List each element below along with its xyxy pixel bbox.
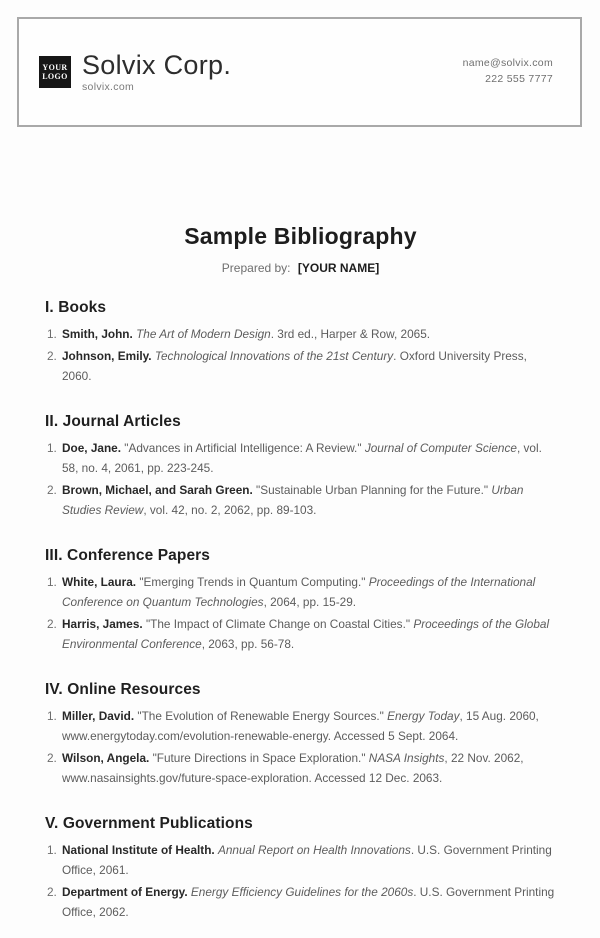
- citation-entry: [45, 324, 556, 344]
- company-website: solvix.com: [82, 81, 135, 94]
- company-block: [82, 51, 231, 93]
- citation-list: [45, 324, 556, 386]
- entry-text: Johnson, Emily. Technological Innovations of the 21st Century. Oxford University Press, 2060.: [62, 349, 527, 383]
- citation-entry: [45, 614, 556, 654]
- citation-entry: [45, 706, 556, 746]
- logo-text-line1: YOUR: [42, 62, 68, 72]
- entry-number: 2.: [47, 483, 57, 497]
- entry-text: Doe, Jane. "Advances in Artificial Intelligence: A Review." Journal of Computer Science, vol. 58, no. 4, 2061, pp. 223-245.: [62, 441, 542, 475]
- bibliography-section: [45, 547, 556, 654]
- letterhead: [17, 17, 582, 127]
- entry-text: Brown, Michael, and Sarah Green. "Sustainable Urban Planning for the Future." Urban Studies Review, vol. 42, no. 2, 2062, pp. 89-103.: [62, 483, 524, 517]
- section-heading: I. Books: [45, 299, 107, 316]
- entry-number: 1.: [47, 441, 57, 455]
- citation-entry: [45, 882, 556, 922]
- bibliography-section: [45, 299, 556, 386]
- bibliography-section: [45, 413, 556, 520]
- prepared-by-label: Prepared by:: [221, 261, 291, 275]
- contact-block: [463, 56, 553, 88]
- citation-entry: [45, 840, 556, 880]
- contact-email: name@solvix.com: [462, 57, 553, 70]
- section-heading: II. Journal Articles: [45, 413, 181, 430]
- entry-number: 2.: [47, 751, 57, 765]
- section-heading: IV. Online Resources: [45, 681, 201, 698]
- entry-text: Department of Energy. Energy Efficiency Guidelines for the 2060s. U.S. Government Printing Office, 2062.: [62, 885, 555, 919]
- entry-text: White, Laura. "Emerging Trends in Quantum Computing." Proceedings of the International Conference on Quantum Technologies, 2064, pp. 15-29.: [62, 575, 536, 609]
- citation-entry: [45, 480, 556, 520]
- section-heading: V. Government Publications: [45, 815, 253, 832]
- entry-text: Miller, David. "The Evolution of Renewable Energy Sources." Energy Today, 15 Aug. 2060, www.energytoday.com/evolution-renewable-energy. Accessed 5 Sept. 2064.: [62, 709, 539, 743]
- entry-text: Smith, John. The Art of Modern Design. 3rd ed., Harper & Row, 2065.: [62, 327, 431, 341]
- entry-number: 1.: [47, 575, 57, 589]
- logo-text-line2: LOGO: [42, 72, 68, 81]
- entry-number: 1.: [47, 843, 57, 857]
- citation-entry: [45, 346, 556, 386]
- bibliography-section: [45, 681, 556, 788]
- bibliography-sections: [45, 299, 556, 922]
- citation-entry: [45, 572, 556, 612]
- company-logo: [39, 56, 71, 88]
- entry-number: 1.: [47, 709, 57, 723]
- section-heading: III. Conference Papers: [45, 547, 211, 564]
- entry-text: Wilson, Angela. "Future Directions in Space Exploration." NASA Insights, 22 Nov. 2062, www.nasainsights.gov/future-space-exploration. Accessed 12 Dec. 2063.: [62, 751, 524, 785]
- citation-list: [45, 706, 556, 788]
- entry-number: 1.: [47, 327, 57, 341]
- bibliography-section: [45, 815, 556, 922]
- document-title: Sample Bibliography: [184, 223, 417, 249]
- citation-entry: [45, 438, 556, 478]
- entry-number: 2.: [47, 617, 57, 631]
- entry-number: 2.: [47, 885, 57, 899]
- entry-number: 2.: [47, 349, 57, 363]
- prepared-by-value: [YOUR NAME]: [297, 261, 380, 275]
- citation-list: [45, 438, 556, 520]
- prepared-by-line: [45, 261, 556, 275]
- document-body: [0, 223, 600, 938]
- company-name: Solvix Corp.: [82, 49, 232, 80]
- entry-text: National Institute of Health. Annual Report on Health Innovations. U.S. Government Printing Office, 2061.: [62, 843, 552, 877]
- citation-list: [45, 840, 556, 922]
- citation-list: [45, 572, 556, 654]
- contact-phone: 222 555 7777: [485, 73, 553, 85]
- citation-entry: [45, 748, 556, 788]
- entry-text: Harris, James. "The Impact of Climate Change on Coastal Cities." Proceedings of the Global Environmental Conference, 2063, pp. 56-78.: [62, 617, 550, 651]
